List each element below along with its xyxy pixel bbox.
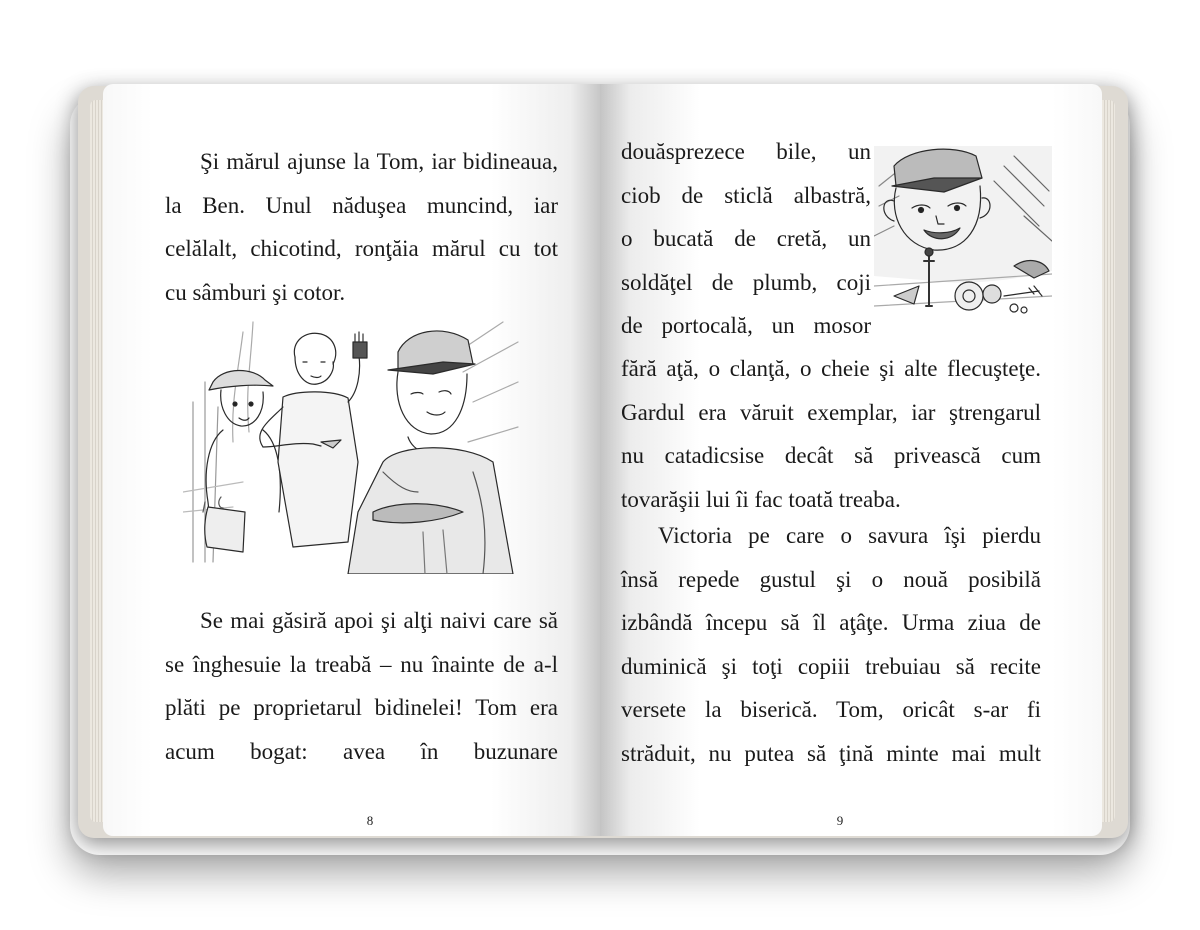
text-line: fără aţă, o clanţă, o cheie şi alte flecuşteţe. bbox=[621, 356, 1041, 381]
text-line: duminică şi toţi copiii trebuiau să recite bbox=[621, 653, 1041, 679]
text-line: Şi mărul ajunse la Tom, iar bidineaua, bbox=[200, 149, 558, 174]
text-line: ciob de sticlă albastră, bbox=[621, 182, 871, 208]
text-line: Victoria pe care o savura îşi pierdu bbox=[658, 523, 1041, 548]
text-line: Se mai găsiră apoi şi alţi naivi care să bbox=[200, 608, 558, 633]
text-line: plăti pe proprietarul bidinelei! Tom era bbox=[165, 695, 558, 720]
page-edges-right bbox=[1101, 100, 1115, 822]
text-line: străduit, nu putea să ţină minte mai mult bbox=[621, 740, 1041, 766]
three-boys-illustration-icon bbox=[183, 312, 523, 574]
text-line: Gardul era văruit exemplar, iar ştrengarul bbox=[621, 399, 1041, 425]
page-number-right: 9 bbox=[836, 813, 844, 828]
text-line: o bucată de cretă, un bbox=[621, 226, 871, 251]
right-page bbox=[600, 84, 1102, 836]
boy-treasures-illustration-icon bbox=[874, 146, 1052, 326]
text-line: însă repede gustul şi o nouă posibilă bbox=[621, 566, 1041, 592]
left-page bbox=[103, 84, 600, 836]
text-line: de portocală, un mosor bbox=[621, 313, 871, 338]
right-paragraph-2 bbox=[621, 514, 1041, 775]
text-line: cu sâmburi şi cotor. bbox=[165, 279, 346, 305]
page-number-left: 8 bbox=[366, 813, 374, 828]
left-paragraph-1 bbox=[165, 140, 558, 314]
text-line: tovarăşii lui îi fac toată treaba. bbox=[621, 486, 901, 512]
page-edges-left bbox=[90, 100, 104, 822]
text-line: se înghesuie la treabă – nu înainte de a-l bbox=[165, 651, 558, 677]
text-line: douăsprezece bile, un bbox=[621, 139, 871, 164]
right-full-paragraph bbox=[621, 347, 1041, 521]
text-line: versete la biserică. Tom, oricât s-ar fi bbox=[621, 697, 1041, 722]
left-paragraph-2 bbox=[165, 599, 558, 773]
text-line: nu catadicsise decât să privească cum bbox=[621, 443, 1041, 468]
text-line: izbândă începu să îl aţâţe. Urma ziua de bbox=[621, 610, 1041, 635]
text-line: celălalt, chicotind, ronţăia mărul cu tot bbox=[165, 236, 558, 261]
text-line: acum bogat: avea în buzunare bbox=[165, 738, 558, 764]
text-line: soldăţel de plumb, coji bbox=[621, 269, 871, 295]
right-wrap-paragraph bbox=[621, 130, 871, 348]
text-line: la Ben. Unul năduşea muncind, iar bbox=[165, 192, 558, 218]
